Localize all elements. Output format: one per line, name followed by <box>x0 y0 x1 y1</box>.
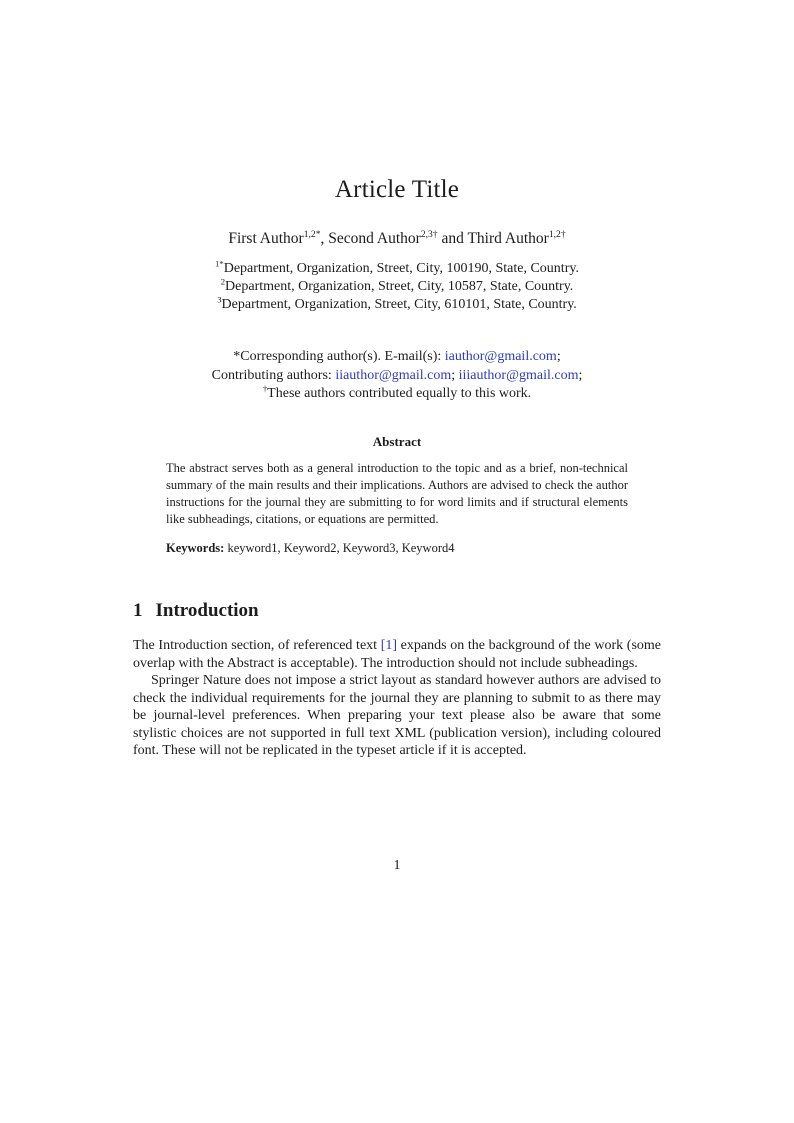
author-separator-1: , <box>320 230 329 247</box>
contributing-email-link-1[interactable]: iiauthor@gmail.com <box>335 367 452 383</box>
article-title: Article Title <box>334 176 460 203</box>
abstract-section <box>133 434 661 556</box>
section-number: 1 <box>133 599 143 621</box>
corresponding-author-line <box>133 348 661 367</box>
corresponding-prefix: *Corresponding author(s). E-mail(s): <box>233 349 445 364</box>
intro-paragraph-1 <box>133 637 661 672</box>
affiliation-superscript-3: 3 <box>217 294 222 305</box>
author-name-3: Third Author <box>467 230 549 247</box>
author-name-2: Second Author <box>328 230 421 247</box>
contributing-separator: ; <box>451 367 459 383</box>
keywords-line <box>166 541 628 556</box>
section-heading-introduction <box>133 600 661 622</box>
author-superscript-2: 2,3† <box>420 228 438 240</box>
affiliation-text-1: Department, Organization, Street, City, 100190, State, Country. <box>223 261 579 276</box>
corresponding-email-link[interactable]: iauthor@gmail.com <box>444 349 557 364</box>
affiliation-2 <box>133 278 661 296</box>
contributing-prefix: Contributing authors: <box>211 367 336 383</box>
equal-contribution-dagger: † <box>262 383 268 394</box>
contributing-authors-line <box>133 367 661 386</box>
author-separator-2: and <box>437 230 468 247</box>
corresponding-suffix: ; <box>556 349 561 364</box>
abstract-heading: Abstract <box>372 433 422 449</box>
author-superscript-3: 1,2† <box>548 228 566 240</box>
affiliation-1 <box>133 260 661 278</box>
affiliation-text-3: Department, Organization, Street, City, 610101, State, Country. <box>221 297 577 312</box>
intro-p1-text-after: expands on the background of the work (some overlap with the Abstract is acceptable). The introduction should not include subheadings. <box>133 638 661 671</box>
intro-p1-text-before: The Introduction section, of referenced text <box>133 638 381 654</box>
author-superscript-1: 1,2* <box>303 228 321 240</box>
affiliation-superscript-1: 1* <box>215 258 224 269</box>
page-number: 1 <box>393 858 401 873</box>
intro-paragraph-2: Springer Nature does not impose a strict layout as standard however authors are advised to check the individual requirements for the journal they are planning to submit to as there may be journal-level preferences. When preparing your text please also be aware that some stylistic choices are not supported in full text XML (publication version), including coloured font. These will not be replicated in the typeset article if it is accepted. <box>133 673 661 759</box>
keywords-label: Keywords: <box>166 540 225 555</box>
introduction-body <box>133 637 661 760</box>
equal-contribution-line <box>133 385 661 404</box>
abstract-body: The abstract serves both as a general introduction to the topic and as a brief, non-technical summary of the main results and their implications. Authors are advised to check the author instructions for the journal they are submitting to for word limits and if structural elements like subheadings, citations, or equations are permitted. <box>166 460 628 526</box>
author-line <box>133 230 661 248</box>
citation-link-1[interactable]: [1] <box>380 638 398 654</box>
contributing-suffix: ; <box>578 367 583 383</box>
page-content <box>133 0 661 760</box>
equal-contribution-text: These authors contributed equally to this work. <box>267 386 532 401</box>
affiliation-text-2: Department, Organization, Street, City, 10587, State, Country. <box>225 279 574 294</box>
contact-block <box>133 348 661 404</box>
section-title: Introduction <box>155 599 259 621</box>
author-name-1: First Author <box>228 230 304 247</box>
keywords-text: keyword1, Keyword2, Keyword3, Keyword4 <box>224 540 455 555</box>
affiliation-3 <box>133 296 661 314</box>
affiliation-superscript-2: 2 <box>220 276 226 287</box>
affiliation-list <box>133 260 661 314</box>
contributing-email-link-2[interactable]: iiiauthor@gmail.com <box>458 367 579 383</box>
